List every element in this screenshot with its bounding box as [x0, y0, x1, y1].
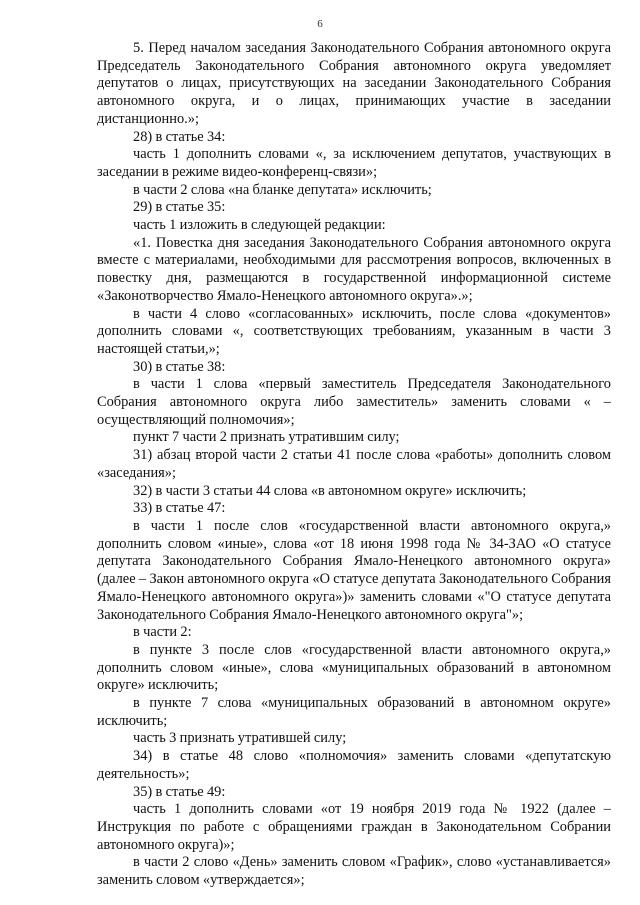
paragraph: часть 1 дополнить словами «от 19 ноября 2019 года № 1922 (далее – Инструкция по работе с обращениями граждан в Законодательном Собрании автономного округа)»;	[97, 801, 611, 853]
paragraph: часть 3 признать утратившей силу;	[133, 730, 347, 747]
paragraph: в части 2 слово «День» заменить словом «График», слово «устанавливается» заменить словом «утверждается»;	[97, 854, 611, 889]
paragraph: в части 1 слова «первый заместитель Председателя Законодательного Собрания автономного округа либо заместитель» заменить словами « – осуществляющий полномочия»;	[97, 376, 611, 428]
paragraph: в пункте 3 после слов «государственной власти автономного округа,» дополнить словом «иные», слова «муниципальных образований в автономном округе» исключить;	[97, 641, 611, 694]
paragraph: в части 1 после слов «государственной власти автономного округа,» дополнить словом «иные», слова «от 18 июня 1998 года № 34-ЗАО «О статусе депутата Законодательного Собрания Ямало-Ненецкого автономного округа» (далее – Закон автономного округа «О статусе депутата Законодательного Собрания Ямало-Ненецкого автономного округа»)» заменить словами «"О статусе депутата Законодательного Собрания Ямало-Ненецкого автономного округа"»;	[97, 517, 611, 623]
paragraph: 34) в статье 48 слово «полномочия» заменить словами «депутатскую деятельность»;	[97, 748, 611, 782]
paragraph: 31) абзац второй части 2 статьи 41 после слова «работы» дополнить словом «заседания»;	[97, 447, 611, 481]
paragraph: 30) в статье 38:	[133, 358, 226, 375]
page-number: 6	[317, 18, 323, 30]
paragraph: 35) в статье 49:	[133, 783, 226, 800]
paragraph: 33) в статье 47:	[133, 500, 226, 517]
paragraph: 29) в статье 35:	[133, 199, 226, 216]
document-body	[97, 40, 611, 890]
paragraph: в части 2:	[133, 624, 192, 641]
paragraph: часть 1 дополнить словами «, за исключением депутатов, участвующих в заседании в режиме видео-конференц-связи»;	[97, 146, 611, 180]
paragraph: в части 4 слово «согласованных» исключить, после слова «документов» дополнить словами «, соответствующих требованиям, указанным в части 3 настоящей статьи,»;	[97, 305, 611, 357]
paragraph: 5. Перед началом заседания Законодательного Собрания автономного округа Председатель Законодательного Собрания автономного округа уведомляет депутатов о лицах, присутствующих на заседании Законодательного Собрания автономного округа, и о лицах, принимающих участие в заседании дистанционно.»;	[97, 40, 611, 127]
paragraph: 32) в части 3 статьи 44 слова «в автономном округе» исключить;	[133, 482, 527, 499]
paragraph: часть 1 изложить в следующей редакции:	[133, 217, 386, 234]
paragraph: пункт 7 части 2 признать утратившим силу;	[133, 429, 400, 446]
paragraph: в пункте 7 слова «муниципальных образований в автономном округе» исключить;	[97, 695, 611, 729]
paragraph: 28) в статье 34:	[133, 128, 226, 145]
paragraph: в части 2 слова «на бланке депутата» исключить;	[133, 181, 432, 198]
paragraph: «1. Повестка дня заседания Законодательного Собрания автономного округа вместе с материалами, необходимыми для рассмотрения вопросов, включенных в повестку дня, размещаются в государственной информационной системе «Законотворчество Ямало-Ненецкого автономного округа».»;	[97, 234, 611, 304]
